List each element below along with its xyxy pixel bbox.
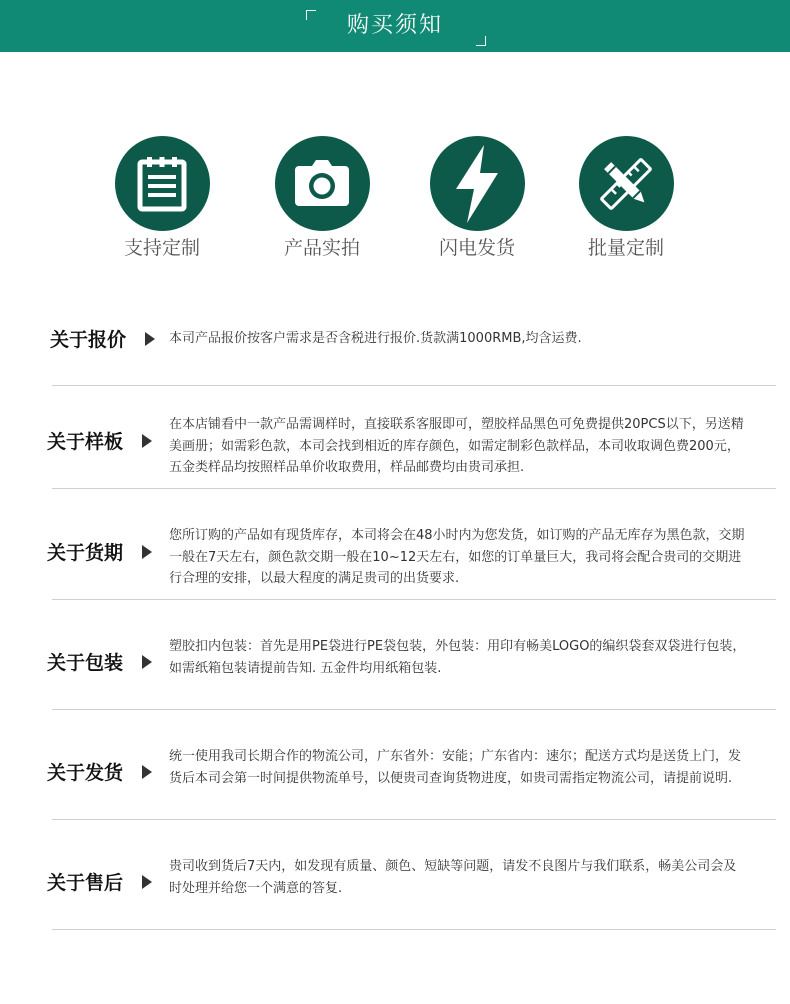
section-divider [52, 599, 776, 600]
section-text: 贵司收到货后7天内，如发现有质量、颜色、短缺等问题，请发不良图片与我们联系，畅美公司会及时处理并给您一个满意的答复. [169, 859, 737, 896]
section-shipping [47, 742, 776, 822]
triangle-right-icon [142, 765, 152, 779]
feature-label: 支持定制 [123, 237, 200, 259]
feature-label: 批量定制 [587, 237, 664, 259]
section-text: 塑胶扣内包装：首先是用PE袋进行PE袋包装，外包装：用印有畅美LOGO的编织袋套双袋进行包装，如需纸箱包装请提前告知. 五金件均用纸箱包装. [169, 639, 746, 676]
section-title: 关于售后 [47, 872, 124, 894]
feature-circle [579, 136, 674, 231]
feature-fast-shipping [407, 136, 547, 260]
section-text: 统一使用我司长期合作的物流公司，广东省外：安能；广东省内：速尔；配送方式均是送货上门，发货后本司会第一时间提供物流单号，以便贵司查询货物进度，如贵司需指定物流公司，请提前说明. [169, 749, 742, 786]
section-title: 关于货期 [47, 542, 124, 564]
page-title: 购买须知 [346, 13, 443, 38]
section-divider [52, 385, 776, 386]
feature-circle [430, 136, 525, 231]
section-divider [52, 929, 776, 930]
section-samples [47, 410, 776, 490]
section-title: 关于样板 [47, 431, 124, 453]
header-banner [0, 0, 790, 52]
section-divider [52, 709, 776, 710]
camera-icon [293, 160, 351, 208]
corner-bracket-bottom-right [476, 36, 486, 46]
section-title: 关于包装 [47, 652, 124, 674]
section-title: 关于发货 [47, 762, 124, 784]
feature-bulk-custom [556, 136, 696, 260]
feature-real-photo [252, 136, 392, 260]
lightning-icon [454, 145, 500, 223]
feature-label: 闪电发货 [438, 237, 515, 259]
triangle-right-icon [145, 332, 155, 346]
section-divider [52, 819, 776, 820]
triangle-right-icon [142, 434, 152, 448]
section-title: 关于报价 [50, 329, 127, 351]
section-after-sales [47, 852, 776, 932]
section-lead-time [47, 521, 776, 601]
section-text: 您所订购的产品如有现货库存，本司将会在48小时内为您发货，如订购的产品无库存为黑色款，交期一般在7天左右，颜色款交期一般在10~12天左右，如您的订单量巨大，我司将会配合贵司的交期进行合理的安排，以最大程度的满足贵司的出货要求. [169, 528, 745, 586]
feature-circle [115, 136, 210, 231]
section-text: 在本店铺看中一款产品需调样时，直接联系客服即可，塑胶样品黑色可免费提供20PCS以下，另送精美画册；如需彩色款，本司会找到相近的库存颜色，如需定制彩色款样品，本司收取调色费200元，五金类样品均按照样品单价收取费用，样品邮费均由贵司承担. [169, 417, 744, 475]
section-divider [52, 488, 776, 489]
section-text: 本司产品报价按客户需求是否含税进行报价.货款满1000RMB,均含运费. [169, 331, 582, 346]
feature-circle [275, 136, 370, 231]
feature-label: 产品实拍 [283, 237, 360, 259]
clipboard-icon [135, 155, 189, 213]
feature-custom [92, 136, 232, 260]
ruler-pencil-icon [596, 154, 656, 214]
triangle-right-icon [142, 655, 152, 669]
triangle-right-icon [142, 545, 152, 559]
section-packaging [47, 632, 776, 712]
triangle-right-icon [142, 875, 152, 889]
section-quote [50, 318, 776, 388]
